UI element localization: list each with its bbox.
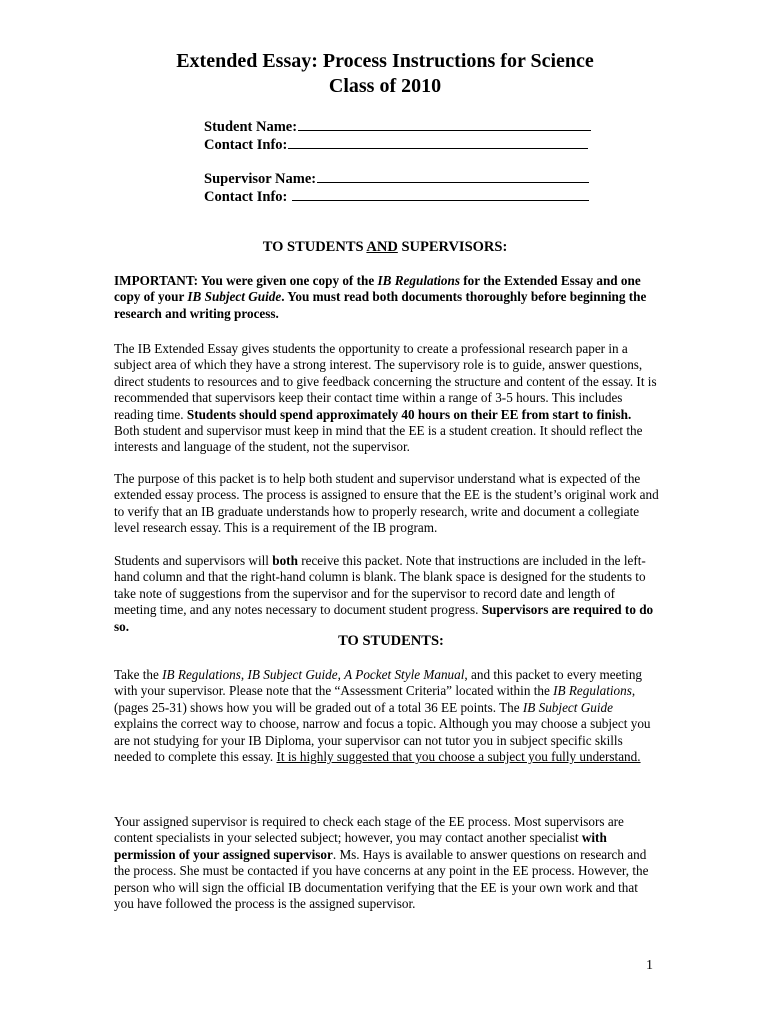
supervisor-contact-field xyxy=(204,186,589,206)
supervisor-contact-label: Contact Info: xyxy=(204,189,291,205)
student-name-label: Student Name: xyxy=(204,119,298,135)
document-subtitle: Class of 2010 xyxy=(328,75,442,97)
supervisor-contact-blank xyxy=(292,186,589,201)
student-name-blank xyxy=(298,116,591,131)
paragraph-supervisor-role: Your assigned supervisor is required to check each stage of the EE process. Most supervisors are content specialists in your selected subject; however, you may contact another specialist with permission of your assigned supervisor. Ms. Hays is available to answer questions on research and the process. She must be contacted if you have concerns at any point in the EE process. However, the person who will sign the official IB documentation verifying that the EE is your own work and that you have followed the process is the assigned supervisor. xyxy=(114,814,649,912)
paragraph-packet-instructions: Students and supervisors will both receive this packet. Note that instructions are included in the left-hand column and that the right-hand column is blank. The blank space is designed for the students to take note of suggestions from the supervisor and for the supervisor to record date and length of meeting time, and any notes necessary to document student progress. Supervisors are required to do so. xyxy=(114,553,654,634)
student-name-field xyxy=(204,116,591,136)
paragraph-overview: The IB Extended Essay gives students the opportunity to create a professional research paper in a subject area of which they have a strong interest. The supervisory role is to guide, answer questions, direct students to resources and to give feedback concerning the structure and content of the essay. It is recommended that supervisors keep their contact time within a range of 3-5 hours. This includes reading time. Students should spend approximately 40 hours on their EE from start to finish. Both student and supervisor must keep in mind that the EE is a student creation. It should reflect the interests and language of the student, not the supervisor. xyxy=(114,341,657,455)
document-title: Extended Essay: Process Instructions for Science xyxy=(176,50,594,72)
page-number: 1 xyxy=(646,958,653,973)
supervisor-name-field xyxy=(204,168,589,188)
supervisor-name-label: Supervisor Name: xyxy=(204,171,317,187)
student-contact-blank xyxy=(288,134,588,149)
supervisor-name-blank xyxy=(317,168,589,183)
section-heading-students-and-supervisors: TO STUDENTS AND SUPERVISORS: xyxy=(262,239,508,255)
student-contact-field xyxy=(204,134,588,154)
important-notice: IMPORTANT: You were given one copy of the IB Regulations for the Extended Essay and one copy of your IB Subject Guide. You must read both documents thoroughly before beginning the research and writing process. xyxy=(114,273,647,321)
section-heading-to-students: TO STUDENTS: xyxy=(338,633,444,649)
paragraph-purpose: The purpose of this packet is to help both student and supervisor understand what is expected of the extended essay process. The process is assigned to ensure that the EE is the student’s original work and to verify that an IB graduate understands how to properly research, write and document a collegiate level research essay. This is a requirement of the IB program. xyxy=(114,471,659,536)
paragraph-materials: Take the IB Regulations, IB Subject Guide, A Pocket Style Manual, and this packet to every meeting with your supervisor. Please note that the “Assessment Criteria” located within the IB Regulations, (pages 25-31) shows how you will be graded out of a total 36 EE points. The IB Subject Guide explains the correct way to choose, narrow and focus a topic. Although you may choose a subject you are not studying for your IB Diploma, your supervisor can not tutor you in subject specific skills needed to complete this essay. It is highly suggested that you choose a subject you fully understand. xyxy=(114,667,651,765)
student-contact-label: Contact Info: xyxy=(204,137,288,153)
